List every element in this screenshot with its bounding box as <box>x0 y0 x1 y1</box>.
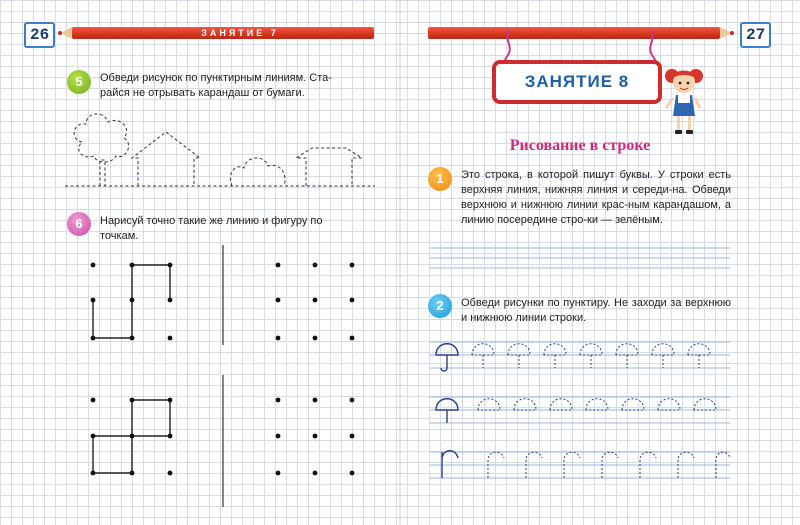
dot-grids[interactable] <box>60 245 390 510</box>
task-6-marker: 6 <box>67 212 91 236</box>
section-title: Рисование в строке <box>509 137 651 154</box>
task-5-marker: 5 <box>67 70 91 94</box>
page-number-left: 26 <box>24 22 55 48</box>
page-number-right: 27 <box>740 22 771 48</box>
task-2-text: Обведи рисунки по пунктиру. Не заходи за верхнюю и нижнюю линии строки. <box>461 297 731 324</box>
pencil-lead-left <box>58 31 62 35</box>
task-5-text: Обведи рисунок по пунктирным линиям. Ста- райся не отрывать карандаш от бумаги. <box>100 72 332 99</box>
task-1-marker: 1 <box>428 167 452 191</box>
task-2-marker: 2 <box>428 294 452 318</box>
task-1-text: Это строка, в которой пишут буквы. У строки есть верхняя линия, нижняя линия и середи-на. Обведи верхнюю и нижнюю линии крас-ным карандашом, а линию посередине стро-ки — зелёным. <box>461 169 731 226</box>
girl-illustration-icon <box>664 62 704 138</box>
task-6-text: Нарисуй точно такие же линию и фигуру по точкам. <box>100 215 323 242</box>
lesson-sign: ЗАНЯТИЕ 8 <box>492 60 662 104</box>
tracing-rows[interactable] <box>430 332 730 512</box>
book-spine <box>399 0 401 525</box>
pencil-lead-right <box>730 31 734 35</box>
dashed-scene-drawing[interactable] <box>60 110 380 192</box>
left-header-title: ЗАНЯТИЕ 7 <box>201 28 279 38</box>
writing-line[interactable] <box>430 244 730 274</box>
